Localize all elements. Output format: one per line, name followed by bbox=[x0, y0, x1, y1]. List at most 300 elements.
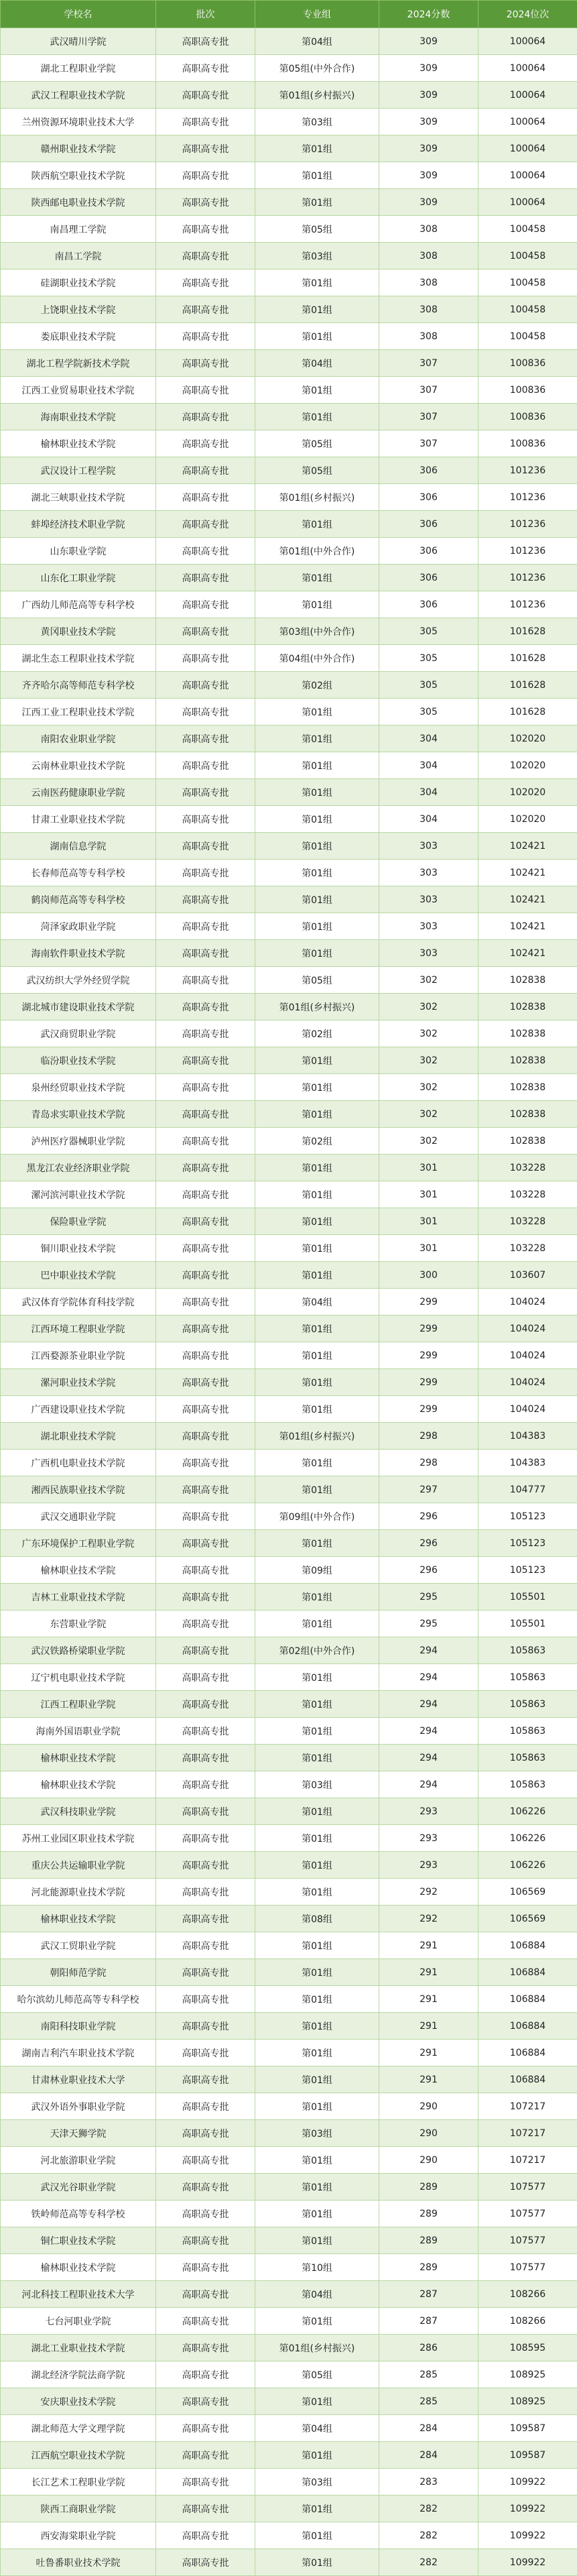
cell-rank: 109922 bbox=[478, 2496, 577, 2522]
cell-batch: 高职高专批 bbox=[156, 1289, 255, 1315]
table-row bbox=[1, 1047, 577, 1074]
cell-score: 303 bbox=[379, 833, 478, 860]
cell-school-name: 陕西工商职业学院 bbox=[1, 2496, 156, 2522]
cell-major-group: 第01组 bbox=[255, 1396, 379, 1423]
cell-school-name: 临汾职业技术学院 bbox=[1, 1047, 156, 1074]
cell-score: 298 bbox=[379, 1450, 478, 1476]
cell-score: 304 bbox=[379, 725, 478, 752]
cell-score: 299 bbox=[379, 1289, 478, 1315]
cell-major-group: 第01组 bbox=[255, 1959, 379, 1986]
table-row bbox=[1, 2227, 577, 2254]
table-row bbox=[1, 1530, 577, 1557]
cell-rank: 103228 bbox=[478, 1208, 577, 1235]
cell-school-name: 铜川职业技术学院 bbox=[1, 1235, 156, 1262]
cell-score: 309 bbox=[379, 109, 478, 135]
cell-major-group: 第02组(中外合作) bbox=[255, 1637, 379, 1664]
cell-school-name: 榆林职业技术学院 bbox=[1, 430, 156, 457]
cell-major-group: 第01组 bbox=[255, 699, 379, 725]
cell-score: 304 bbox=[379, 752, 478, 779]
cell-batch: 高职高专批 bbox=[156, 1423, 255, 1450]
cell-batch: 高职高专批 bbox=[156, 725, 255, 752]
cell-major-group: 第01组 bbox=[255, 1315, 379, 1342]
cell-batch: 高职高专批 bbox=[156, 591, 255, 618]
cell-batch: 高职高专批 bbox=[156, 430, 255, 457]
cell-school-name: 南昌工学院 bbox=[1, 243, 156, 270]
cell-score: 287 bbox=[379, 2281, 478, 2308]
cell-major-group: 第01组 bbox=[255, 886, 379, 913]
cell-batch: 高职高专批 bbox=[156, 2281, 255, 2308]
cell-batch: 高职高专批 bbox=[156, 216, 255, 243]
cell-major-group: 第01组(乡村振兴) bbox=[255, 484, 379, 511]
table-row bbox=[1, 2254, 577, 2281]
cell-score: 299 bbox=[379, 1315, 478, 1342]
cell-batch: 高职高专批 bbox=[156, 1718, 255, 1745]
table-row bbox=[1, 1101, 577, 1128]
cell-school-name: 江西环境工程职业学院 bbox=[1, 1315, 156, 1342]
cell-score: 289 bbox=[379, 2227, 478, 2254]
cell-major-group: 第01组 bbox=[255, 511, 379, 538]
table-row bbox=[1, 1315, 577, 1342]
cell-batch: 高职高专批 bbox=[156, 1852, 255, 1879]
cell-score: 309 bbox=[379, 55, 478, 82]
cell-school-name: 南阳科技职业学院 bbox=[1, 2013, 156, 2040]
cell-school-name: 海南外国语职业学院 bbox=[1, 1718, 156, 1745]
cell-rank: 109922 bbox=[478, 2469, 577, 2496]
cell-major-group: 第01组 bbox=[255, 2201, 379, 2227]
table-row bbox=[1, 216, 577, 243]
cell-batch: 高职高专批 bbox=[156, 2335, 255, 2361]
cell-batch: 高职高专批 bbox=[156, 2147, 255, 2174]
table-row bbox=[1, 1020, 577, 1047]
table-row bbox=[1, 1128, 577, 1155]
table-row bbox=[1, 1450, 577, 1476]
cell-batch: 高职高专批 bbox=[156, 2522, 255, 2549]
cell-batch: 高职高专批 bbox=[156, 1959, 255, 1986]
cell-school-name: 湖北工程职业学院 bbox=[1, 55, 156, 82]
cell-score: 308 bbox=[379, 216, 478, 243]
cell-batch: 高职高专批 bbox=[156, 860, 255, 886]
cell-score: 294 bbox=[379, 1771, 478, 1798]
cell-rank: 108266 bbox=[478, 2281, 577, 2308]
cell-score: 301 bbox=[379, 1208, 478, 1235]
cell-major-group: 第01组 bbox=[255, 2174, 379, 2201]
cell-major-group: 第09组 bbox=[255, 1557, 379, 1584]
cell-school-name: 武汉体育学院体育科技学院 bbox=[1, 1289, 156, 1315]
cell-major-group: 第04组 bbox=[255, 2415, 379, 2442]
cell-major-group: 第01组 bbox=[255, 1825, 379, 1852]
cell-major-group: 第03组(中外合作) bbox=[255, 618, 379, 645]
cell-batch: 高职高专批 bbox=[156, 1932, 255, 1959]
table-row bbox=[1, 1503, 577, 1530]
cell-score: 309 bbox=[379, 189, 478, 216]
cell-school-name: 武汉铁路桥梁职业学院 bbox=[1, 1637, 156, 1664]
cell-major-group: 第01组 bbox=[255, 725, 379, 752]
cell-score: 284 bbox=[379, 2415, 478, 2442]
cell-rank: 109922 bbox=[478, 2522, 577, 2549]
cell-major-group: 第10组 bbox=[255, 2254, 379, 2281]
table-row bbox=[1, 28, 577, 55]
cell-score: 301 bbox=[379, 1235, 478, 1262]
cell-score: 308 bbox=[379, 270, 478, 296]
cell-rank: 100064 bbox=[478, 189, 577, 216]
cell-score: 294 bbox=[379, 1718, 478, 1745]
cell-rank: 108266 bbox=[478, 2308, 577, 2335]
table-row bbox=[1, 1906, 577, 1932]
cell-school-name: 武汉交通职业学院 bbox=[1, 1503, 156, 1530]
cell-batch: 高职高专批 bbox=[156, 296, 255, 323]
cell-batch: 高职高专批 bbox=[156, 1342, 255, 1369]
cell-rank: 106884 bbox=[478, 1932, 577, 1959]
table-row bbox=[1, 1959, 577, 1986]
table-row bbox=[1, 1155, 577, 1181]
cell-school-name: 江西航空职业技术学院 bbox=[1, 2442, 156, 2469]
cell-major-group: 第05组 bbox=[255, 967, 379, 994]
cell-batch: 高职高专批 bbox=[156, 752, 255, 779]
table-row bbox=[1, 82, 577, 109]
table-row bbox=[1, 1369, 577, 1396]
cell-school-name: 巴中职业技术学院 bbox=[1, 1262, 156, 1289]
cell-school-name: 武汉晴川学院 bbox=[1, 28, 156, 55]
table-row bbox=[1, 2415, 577, 2442]
cell-rank: 100064 bbox=[478, 28, 577, 55]
cell-batch: 高职高专批 bbox=[156, 645, 255, 672]
cell-batch: 高职高专批 bbox=[156, 833, 255, 860]
cell-major-group: 第01组 bbox=[255, 1879, 379, 1906]
cell-batch: 高职高专批 bbox=[156, 699, 255, 725]
table-row bbox=[1, 2120, 577, 2147]
cell-school-name: 天津天狮学院 bbox=[1, 2120, 156, 2147]
cell-rank: 103228 bbox=[478, 1235, 577, 1262]
cell-score: 294 bbox=[379, 1745, 478, 1771]
cell-rank: 100064 bbox=[478, 82, 577, 109]
cell-batch: 高职高专批 bbox=[156, 672, 255, 699]
cell-major-group: 第01组 bbox=[255, 940, 379, 967]
cell-rank: 105501 bbox=[478, 1584, 577, 1611]
cell-batch: 高职高专批 bbox=[156, 1396, 255, 1423]
cell-score: 307 bbox=[379, 350, 478, 377]
cell-score: 292 bbox=[379, 1906, 478, 1932]
cell-score: 292 bbox=[379, 1879, 478, 1906]
table-row bbox=[1, 725, 577, 752]
cell-rank: 103228 bbox=[478, 1181, 577, 1208]
cell-major-group: 第01组 bbox=[255, 1101, 379, 1128]
cell-school-name: 武汉工贸职业学院 bbox=[1, 1932, 156, 1959]
cell-school-name: 广东环境保护工程职业学院 bbox=[1, 1530, 156, 1557]
table-row bbox=[1, 162, 577, 189]
table-row bbox=[1, 2335, 577, 2361]
cell-school-name: 湖北三峡职业技术学院 bbox=[1, 484, 156, 511]
table-row bbox=[1, 1262, 577, 1289]
cell-rank: 102020 bbox=[478, 779, 577, 806]
cell-school-name: 湖北职业技术学院 bbox=[1, 1423, 156, 1450]
cell-major-group: 第01组 bbox=[255, 1235, 379, 1262]
cell-batch: 高职高专批 bbox=[156, 2361, 255, 2388]
cell-major-group: 第01组(乡村振兴) bbox=[255, 994, 379, 1020]
table-row bbox=[1, 752, 577, 779]
cell-rank: 100836 bbox=[478, 350, 577, 377]
cell-school-name: 甘肃工业职业技术学院 bbox=[1, 806, 156, 833]
cell-score: 300 bbox=[379, 1262, 478, 1289]
cell-rank: 100064 bbox=[478, 162, 577, 189]
cell-rank: 102020 bbox=[478, 752, 577, 779]
cell-school-name: 武汉纺织大学外经贸学院 bbox=[1, 967, 156, 994]
cell-school-name: 湖北师范大学文理学院 bbox=[1, 2415, 156, 2442]
cell-major-group: 第01组 bbox=[255, 377, 379, 404]
table-row bbox=[1, 886, 577, 913]
table-row bbox=[1, 2281, 577, 2308]
cell-school-name: 湖北工业职业技术学院 bbox=[1, 2335, 156, 2361]
cell-school-name: 黑龙江农业经济职业学院 bbox=[1, 1155, 156, 1181]
table-row bbox=[1, 2522, 577, 2549]
cell-batch: 高职高专批 bbox=[156, 2496, 255, 2522]
table-row bbox=[1, 1235, 577, 1262]
cell-school-name: 陕西邮电职业技术学院 bbox=[1, 189, 156, 216]
cell-batch: 高职高专批 bbox=[156, 994, 255, 1020]
cell-batch: 高职高专批 bbox=[156, 2040, 255, 2066]
cell-rank: 106226 bbox=[478, 1852, 577, 1879]
cell-major-group: 第01组 bbox=[255, 1450, 379, 1476]
cell-score: 307 bbox=[379, 377, 478, 404]
cell-score: 302 bbox=[379, 994, 478, 1020]
cell-major-group: 第01组 bbox=[255, 913, 379, 940]
cell-school-name: 辽宁机电职业技术学院 bbox=[1, 1664, 156, 1691]
cell-school-name: 保险职业学院 bbox=[1, 1208, 156, 1235]
cell-school-name: 赣州职业技术学院 bbox=[1, 135, 156, 162]
cell-batch: 高职高专批 bbox=[156, 1128, 255, 1155]
cell-major-group: 第01组 bbox=[255, 833, 379, 860]
cell-major-group: 第01组(乡村振兴) bbox=[255, 82, 379, 109]
cell-batch: 高职高专批 bbox=[156, 913, 255, 940]
table-row bbox=[1, 2174, 577, 2201]
cell-score: 309 bbox=[379, 135, 478, 162]
cell-major-group: 第01组 bbox=[255, 404, 379, 430]
cell-major-group: 第01组(乡村振兴) bbox=[255, 1423, 379, 1450]
table-row bbox=[1, 538, 577, 565]
cell-score: 306 bbox=[379, 565, 478, 591]
cell-major-group: 第01组 bbox=[255, 270, 379, 296]
cell-batch: 高职高专批 bbox=[156, 967, 255, 994]
table-row bbox=[1, 1932, 577, 1959]
cell-batch: 高职高专批 bbox=[156, 135, 255, 162]
cell-rank: 106884 bbox=[478, 2013, 577, 2040]
cell-batch: 高职高专批 bbox=[156, 2120, 255, 2147]
cell-rank: 101236 bbox=[478, 538, 577, 565]
table-row bbox=[1, 243, 577, 270]
cell-major-group: 第05组 bbox=[255, 457, 379, 484]
table-row bbox=[1, 430, 577, 457]
cell-score: 309 bbox=[379, 28, 478, 55]
table-row bbox=[1, 2469, 577, 2496]
table-row bbox=[1, 323, 577, 350]
cell-school-name: 菏泽家政职业学院 bbox=[1, 913, 156, 940]
cell-rank: 102838 bbox=[478, 1047, 577, 1074]
cell-major-group: 第03组 bbox=[255, 2469, 379, 2496]
cell-major-group: 第01组(乡村振兴) bbox=[255, 2335, 379, 2361]
cell-major-group: 第01组 bbox=[255, 1181, 379, 1208]
table-row bbox=[1, 2066, 577, 2093]
cell-batch: 高职高专批 bbox=[156, 511, 255, 538]
cell-school-name: 漯河职业技术学院 bbox=[1, 1369, 156, 1396]
cell-rank: 102838 bbox=[478, 1020, 577, 1047]
table-row bbox=[1, 645, 577, 672]
cell-rank: 101628 bbox=[478, 699, 577, 725]
cell-rank: 100836 bbox=[478, 430, 577, 457]
cell-school-name: 武汉光谷职业学院 bbox=[1, 2174, 156, 2201]
cell-major-group: 第04组(中外合作) bbox=[255, 645, 379, 672]
cell-score: 299 bbox=[379, 1342, 478, 1369]
cell-major-group: 第01组 bbox=[255, 806, 379, 833]
table-row bbox=[1, 1611, 577, 1637]
cell-score: 282 bbox=[379, 2496, 478, 2522]
cell-school-name: 娄底职业技术学院 bbox=[1, 323, 156, 350]
cell-rank: 105123 bbox=[478, 1530, 577, 1557]
cell-rank: 102421 bbox=[478, 940, 577, 967]
header-batch: 批次 bbox=[156, 1, 255, 28]
cell-school-name: 江西工程职业学院 bbox=[1, 1691, 156, 1718]
table-row bbox=[1, 1208, 577, 1235]
cell-school-name: 山东化工职业学院 bbox=[1, 565, 156, 591]
table-row bbox=[1, 2442, 577, 2469]
cell-rank: 106884 bbox=[478, 2040, 577, 2066]
cell-school-name: 云南林业职业技术学院 bbox=[1, 752, 156, 779]
table-row bbox=[1, 2308, 577, 2335]
cell-rank: 105863 bbox=[478, 1637, 577, 1664]
cell-school-name: 漯河滨河职业技术学院 bbox=[1, 1181, 156, 1208]
table-row bbox=[1, 1557, 577, 1584]
cell-rank: 100064 bbox=[478, 55, 577, 82]
cell-major-group: 第01组 bbox=[255, 1745, 379, 1771]
table-row bbox=[1, 1879, 577, 1906]
header-score-2024: 2024分数 bbox=[379, 1, 478, 28]
cell-rank: 107217 bbox=[478, 2093, 577, 2120]
cell-score: 294 bbox=[379, 1691, 478, 1718]
cell-major-group: 第02组 bbox=[255, 672, 379, 699]
cell-school-name: 广西幼儿师范高等专科学校 bbox=[1, 591, 156, 618]
table-row bbox=[1, 1852, 577, 1879]
table-row bbox=[1, 377, 577, 404]
cell-rank: 107217 bbox=[478, 2120, 577, 2147]
cell-batch: 高职高专批 bbox=[156, 1637, 255, 1664]
cell-major-group: 第03组 bbox=[255, 109, 379, 135]
cell-rank: 101236 bbox=[478, 484, 577, 511]
cell-rank: 109922 bbox=[478, 2549, 577, 2576]
cell-rank: 105863 bbox=[478, 1691, 577, 1718]
cell-major-group: 第01组 bbox=[255, 2442, 379, 2469]
cell-rank: 100064 bbox=[478, 135, 577, 162]
cell-school-name: 江西工业工程职业技术学院 bbox=[1, 699, 156, 725]
cell-major-group: 第09组(中外合作) bbox=[255, 1503, 379, 1530]
cell-major-group: 第01组 bbox=[255, 1530, 379, 1557]
cell-school-name: 湖北生态工程职业技术学院 bbox=[1, 645, 156, 672]
cell-school-name: 朝阳师范学院 bbox=[1, 1959, 156, 1986]
table-row bbox=[1, 1289, 577, 1315]
cell-school-name: 吉林工业职业技术学院 bbox=[1, 1584, 156, 1611]
cell-score: 301 bbox=[379, 1155, 478, 1181]
cell-major-group: 第01组 bbox=[255, 2066, 379, 2093]
cell-rank: 104024 bbox=[478, 1289, 577, 1315]
cell-major-group: 第01组 bbox=[255, 323, 379, 350]
table-row bbox=[1, 1396, 577, 1423]
cell-school-name: 七台河职业学院 bbox=[1, 2308, 156, 2335]
cell-rank: 104024 bbox=[478, 1315, 577, 1342]
cell-rank: 101628 bbox=[478, 618, 577, 645]
cell-rank: 102838 bbox=[478, 967, 577, 994]
table-row bbox=[1, 2201, 577, 2227]
cell-rank: 105863 bbox=[478, 1718, 577, 1745]
cell-score: 290 bbox=[379, 2093, 478, 2120]
cell-rank: 103607 bbox=[478, 1262, 577, 1289]
cell-batch: 高职高专批 bbox=[156, 162, 255, 189]
cell-major-group: 第01组 bbox=[255, 296, 379, 323]
cell-batch: 高职高专批 bbox=[156, 270, 255, 296]
cell-school-name: 哈尔滨幼儿师范高等专科学校 bbox=[1, 1986, 156, 2013]
cell-score: 291 bbox=[379, 1959, 478, 1986]
cell-score: 307 bbox=[379, 430, 478, 457]
cell-score: 286 bbox=[379, 2335, 478, 2361]
cell-school-name: 甘肃林业职业技术大学 bbox=[1, 2066, 156, 2093]
cell-major-group: 第01组 bbox=[255, 1932, 379, 1959]
cell-batch: 高职高专批 bbox=[156, 109, 255, 135]
cell-rank: 108595 bbox=[478, 2335, 577, 2361]
cell-score: 303 bbox=[379, 860, 478, 886]
cell-batch: 高职高专批 bbox=[156, 189, 255, 216]
cell-school-name: 青岛求实职业技术学院 bbox=[1, 1101, 156, 1128]
cell-score: 306 bbox=[379, 591, 478, 618]
cell-major-group: 第04组 bbox=[255, 2281, 379, 2308]
cell-batch: 高职高专批 bbox=[156, 2442, 255, 2469]
cell-major-group: 第01组 bbox=[255, 565, 379, 591]
cell-batch: 高职高专批 bbox=[156, 1584, 255, 1611]
table-row bbox=[1, 672, 577, 699]
cell-school-name: 广西建设职业技术学院 bbox=[1, 1396, 156, 1423]
table-row bbox=[1, 967, 577, 994]
cell-rank: 100458 bbox=[478, 243, 577, 270]
table-row bbox=[1, 135, 577, 162]
cell-score: 294 bbox=[379, 1637, 478, 1664]
cell-score: 290 bbox=[379, 2120, 478, 2147]
cell-batch: 高职高专批 bbox=[156, 886, 255, 913]
cell-major-group: 第01组 bbox=[255, 2147, 379, 2174]
table-body bbox=[1, 28, 577, 2576]
cell-major-group: 第03组 bbox=[255, 1771, 379, 1798]
cell-major-group: 第05组 bbox=[255, 2361, 379, 2388]
cell-major-group: 第01组 bbox=[255, 2013, 379, 2040]
cell-batch: 高职高专批 bbox=[156, 1369, 255, 1396]
cell-school-name: 泉州经贸职业技术学院 bbox=[1, 1074, 156, 1101]
table-row bbox=[1, 189, 577, 216]
cell-major-group: 第01组 bbox=[255, 2040, 379, 2066]
cell-score: 296 bbox=[379, 1557, 478, 1584]
cell-score: 309 bbox=[379, 82, 478, 109]
header-major-group: 专业组 bbox=[255, 1, 379, 28]
cell-batch: 高职高专批 bbox=[156, 1181, 255, 1208]
cell-major-group: 第01组 bbox=[255, 2496, 379, 2522]
cell-batch: 高职高专批 bbox=[156, 1262, 255, 1289]
cell-rank: 107217 bbox=[478, 2147, 577, 2174]
cell-score: 287 bbox=[379, 2308, 478, 2335]
cell-rank: 103228 bbox=[478, 1155, 577, 1181]
cell-major-group: 第02组 bbox=[255, 1020, 379, 1047]
table-row bbox=[1, 1476, 577, 1503]
cell-batch: 高职高专批 bbox=[156, 806, 255, 833]
cell-batch: 高职高专批 bbox=[156, 1879, 255, 1906]
cell-rank: 101628 bbox=[478, 672, 577, 699]
cell-batch: 高职高专批 bbox=[156, 1906, 255, 1932]
cell-batch: 高职高专批 bbox=[156, 55, 255, 82]
cell-batch: 高职高专批 bbox=[156, 1691, 255, 1718]
cell-score: 302 bbox=[379, 1128, 478, 1155]
cell-batch: 高职高专批 bbox=[156, 1315, 255, 1342]
